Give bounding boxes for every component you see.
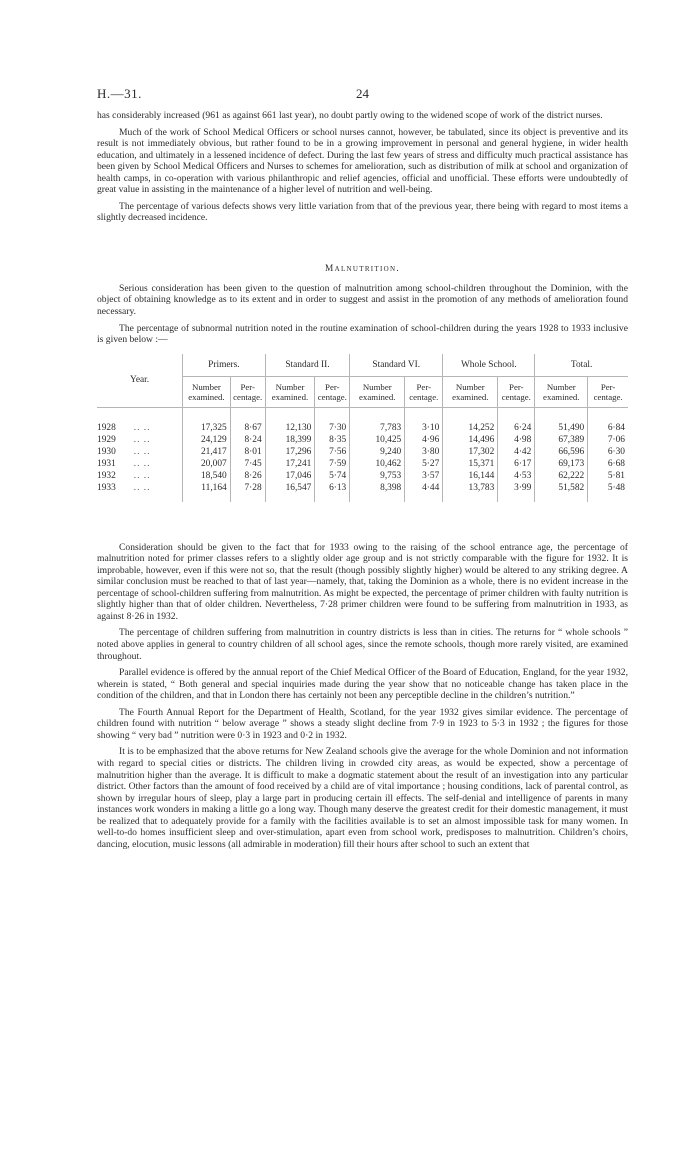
table-row [97, 458, 628, 470]
group-header-standard-vi: Standard VI. [350, 354, 443, 377]
number-examined-cell: 18,399 [265, 434, 315, 446]
malnutrition-table [97, 354, 628, 502]
percentage-cell: 4·44 [405, 482, 443, 494]
percentage-cell: 5·81 [607, 470, 625, 481]
number-examined-cell: 62,222 [535, 470, 588, 482]
number-examined-cell: 8,398 [350, 482, 405, 494]
number-examined-cell: 20,007 [183, 458, 231, 470]
percentage-cell: 6·68 [607, 458, 625, 469]
number-examined-cell: 17,302 [443, 446, 498, 458]
table-row [97, 482, 628, 494]
percentage-cell: 5·48 [607, 482, 625, 493]
leader-dots: .. .. [133, 434, 151, 445]
percentage-cell: 6·17 [498, 458, 535, 470]
subheader-number: Number examined. [350, 376, 405, 407]
group-header-standard-ii: Standard II. [265, 354, 350, 377]
percentage-cell: 4·53 [498, 470, 535, 482]
year-value: 1933 [97, 482, 116, 493]
page-header [97, 86, 628, 104]
year-cell [97, 482, 183, 494]
subheader-number: Number examined. [535, 376, 588, 407]
number-examined-cell: 10,425 [350, 434, 405, 446]
number-examined-cell: 17,296 [265, 446, 315, 458]
number-examined-cell: 18,540 [183, 470, 231, 482]
paragraph: Serious consideration has been given to the question of malnutrition among school-children throughout the Dominion, with the object of obtaining knowledge as to its extent and in order to suggest and assist in the promotion of any methods of amelioration found necessary. [97, 282, 628, 318]
number-examined-cell: 51,582 [535, 482, 588, 494]
year-cell [97, 470, 183, 482]
page-number: 24 [356, 86, 369, 101]
percentage-cell: 7·06 [607, 434, 625, 445]
leader-dots: .. .. [133, 482, 151, 493]
number-examined-cell: 21,417 [183, 446, 231, 458]
number-examined-cell: 67,389 [535, 434, 588, 446]
number-examined-cell: 15,371 [443, 458, 498, 470]
subheader-number: Number examined. [183, 376, 231, 407]
paragraph: It is to be emphasized that the above returns for New Zealand schools give the average for the whole Dominion and not information with regard to special cities or districts. The children living in crowded city areas, as would be expected, show a percentage of malnutrition higher than the average. It is difficult to make a dogmatic statement about the result of an investigation into any particular district. Other factors than the amount of food received by a child are of vital importance ; housing conditions, lack of parental control, as shown by irregular hours of sleep, play a large part in producing certain ill effects. The self-denial and intelligence of parents in many instances work wonders in making a little go a long way. Though many deserve the greatest credit for their domestic management, it must be realized that to adequately provide for a family with the facilities available is to set an almost impossible task for many women. In well-to-do homes insufficient sleep and over-stimulation, apart even from school work, predisposes to malnutrition. Children’s choirs, dancing, elocution, music lessons (all admirable in moderation) fill their hours after school to such an extent that [97, 746, 628, 850]
table-row [97, 422, 628, 434]
year-cell [97, 422, 183, 434]
number-examined-cell: 66,596 [535, 446, 588, 458]
percentage-cell: 3·57 [405, 470, 443, 482]
number-examined-cell: 16,547 [265, 482, 315, 494]
subheader-percentage: Per-centage. [498, 376, 535, 407]
percentage-cell: 3·80 [405, 446, 443, 458]
subheader-percentage: Per-centage. [588, 376, 628, 407]
percentage-cell: 3·99 [498, 482, 535, 494]
year-cell [97, 434, 183, 446]
number-examined-cell: 51,490 [535, 422, 588, 434]
paragraph: Consideration should be given to the fact that for 1933 owing to the raising of the school entrance age, the percentage of malnutrition noted for primer classes refers to a slightly older age group and is not strictly comparable with the figure for 1932. It is improbable, however, even if this were not so, that the result (though possibly slightly higher) would be altered to any striking degree. A similar conclusion must be reached to that of last year—namely, that, taking the Dominion as a whole, there is no evident increase in the percentage of school-children suffering from malnutrition. As might be expected, the percentage of primer children with faulty nutrition is slightly higher than that of older children. Nevertheless, 7·28 primer children were found to be suffering from malnutrition in 1933, as against 8·26 in 1932. [97, 541, 628, 622]
page-body [97, 110, 628, 855]
percentage-cell: 6·24 [498, 422, 535, 434]
number-examined-cell: 24,129 [183, 434, 231, 446]
table-row [97, 470, 628, 482]
table-body [97, 407, 628, 502]
subheader-percentage: Per-centage. [405, 376, 443, 407]
percentage-cell: 8·67 [230, 422, 265, 434]
year-column-header: Year. [97, 354, 183, 408]
percentage-cell: 5·27 [405, 458, 443, 470]
percentage-cell: 4·96 [405, 434, 443, 446]
leader-dots: .. .. [133, 470, 151, 481]
percentage-cell: 7·45 [230, 458, 265, 470]
group-header-total: Total. [535, 354, 628, 377]
year-value: 1932 [97, 470, 116, 481]
number-examined-cell: 14,496 [443, 434, 498, 446]
document-reference: H.—31. [97, 86, 142, 101]
percentage-cell: 7·28 [230, 482, 265, 494]
number-examined-cell: 17,325 [183, 422, 231, 434]
number-examined-cell: 17,046 [265, 470, 315, 482]
year-value: 1931 [97, 458, 116, 469]
group-header-whole-school: Whole School. [443, 354, 535, 377]
number-examined-cell: 11,164 [183, 482, 231, 494]
group-header-primers: Primers. [183, 354, 265, 377]
number-examined-cell: 7,783 [350, 422, 405, 434]
number-examined-cell: 69,173 [535, 458, 588, 470]
table-row [97, 446, 628, 458]
section-heading-malnutrition: Malnutrition. [325, 263, 400, 274]
number-examined-cell: 13,783 [443, 482, 498, 494]
subheader-percentage: Per-centage. [315, 376, 350, 407]
paragraph: Much of the work of School Medical Officers or school nurses cannot, however, be tabulated, since its object is preventive and its result is not immediately obvious, but rather found to be in a growing improvement in personal and general hygiene, in wider health education, and ultimately in a lessened incidence of defect. During the last few years of stress and difficulty much practical assistance has been given by School Medical Officers and Nurses to schemes for amelioration, such as distribution of milk at school and organization of health camps, in co-operation with various philanthropic and relief agencies, official and unofficial. These efforts were undoubtedly of great value in assisting in the maintenance of a higher level of nutrition and well-being. [97, 126, 628, 196]
percentage-cell: 8·24 [230, 434, 265, 446]
percentage-cell: 3·10 [405, 422, 443, 434]
year-value: 1928 [97, 422, 116, 433]
leader-dots: .. .. [133, 446, 151, 457]
percentage-cell: 7·30 [315, 422, 350, 434]
percentage-cell: 8·01 [230, 446, 265, 458]
paragraph: Parallel evidence is offered by the annual report of the Chief Medical Officer of the Board of Education, England, for the year 1932, wherein is stated, “ Both general and special inquiries made during the year show that no noticeable change has taken place in the condition of the children, and that in London there has certainly not been any perceptible decline in the children’s nutrition.” [97, 667, 628, 702]
percentage-cell: 7·59 [315, 458, 350, 470]
number-examined-cell: 9,753 [350, 470, 405, 482]
number-examined-cell: 12,130 [265, 422, 315, 434]
paragraph: The percentage of subnormal nutrition noted in the routine examination of school-children during the years 1928 to 1933 inclusive is given below :— [97, 322, 628, 346]
table-row [97, 434, 628, 446]
year-value: 1929 [97, 434, 116, 445]
leader-dots: .. .. [133, 458, 151, 469]
percentage-cell: 6·13 [315, 482, 350, 494]
paragraph: The percentage of children suffering from malnutrition in country districts is less than in cities. The returns for “ whole schools ” noted above applies in general to country children of all school ages, since the remote schools, though more rarely visited, are examined throughout. [97, 627, 628, 662]
paragraph: The percentage of various defects shows very little variation from that of the previous year, there being with regard to most items a slightly decreased incidence. [97, 200, 628, 224]
percentage-cell: 6·84 [607, 422, 625, 433]
year-cell [97, 446, 183, 458]
number-examined-cell: 14,252 [443, 422, 498, 434]
percentage-cell: 4·42 [498, 446, 535, 458]
leader-dots: .. .. [133, 422, 151, 433]
number-examined-cell: 16,144 [443, 470, 498, 482]
paragraph-continued: has considerably increased (961 as against 661 last year), no doubt partly owing to the widened scope of work of the district nurses. [97, 110, 603, 121]
subheader-number: Number examined. [443, 376, 498, 407]
percentage-cell: 8·26 [230, 470, 265, 482]
number-examined-cell: 9,240 [350, 446, 405, 458]
number-examined-cell: 10,462 [350, 458, 405, 470]
year-value: 1930 [97, 446, 116, 457]
number-examined-cell: 17,241 [265, 458, 315, 470]
percentage-cell: 8·35 [315, 434, 350, 446]
percentage-cell: 7·56 [315, 446, 350, 458]
paragraph: The Fourth Annual Report for the Department of Health, Scotland, for the year 1932 gives similar evidence. The percentage of children found with nutrition “ below average ” shows a steady slight decline from 7·9 in 1923 to 5·3 in 1932 ; the figures for those showing “ very bad ” nutrition were 0·3 in 1923 and 0·2 in 1932. [97, 706, 628, 741]
percentage-cell: 5·74 [315, 470, 350, 482]
subheader-number: Number examined. [265, 376, 315, 407]
year-cell [97, 458, 183, 470]
percentage-cell: 6·30 [607, 446, 625, 457]
percentage-cell: 4·98 [498, 434, 535, 446]
subheader-percentage: Per-centage. [230, 376, 265, 407]
